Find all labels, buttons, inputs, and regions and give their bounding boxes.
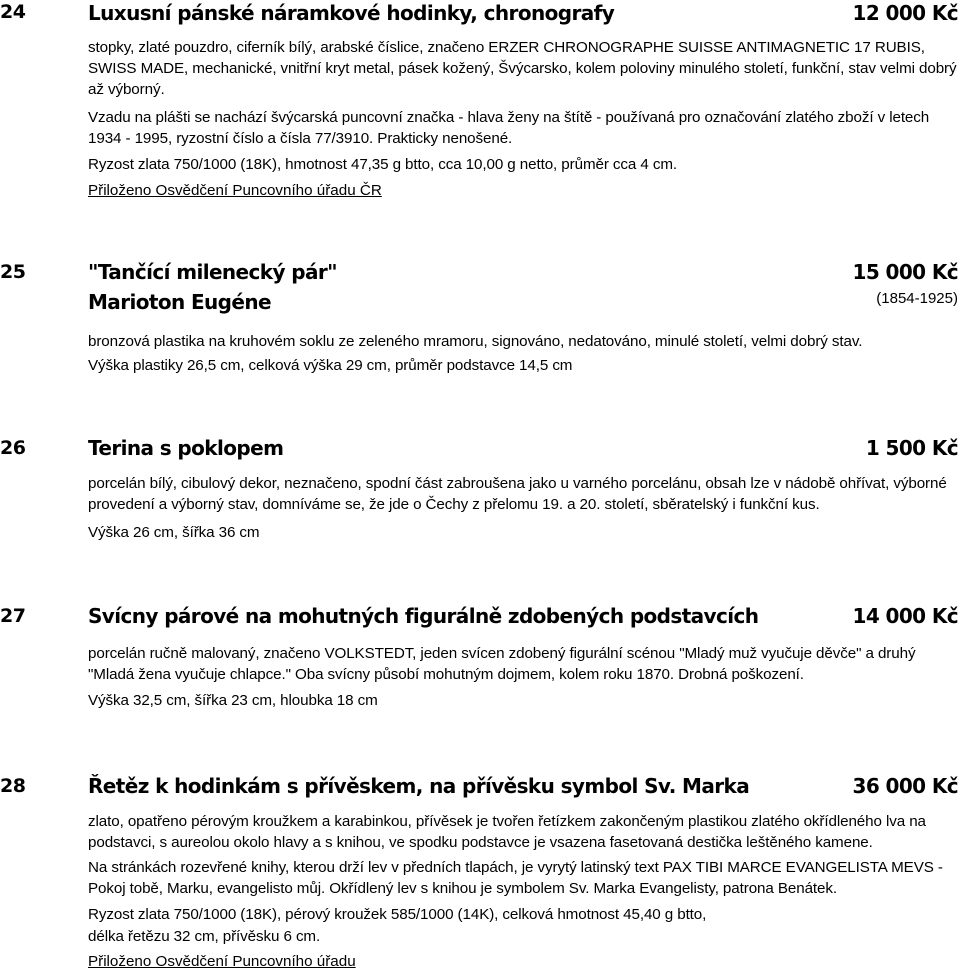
lot-number: 25 — [0, 261, 26, 283]
lot-price: 1 500 Kč — [865, 436, 958, 460]
lot-description: Výška plastiky 26,5 cm, celková výška 29 cm, průměr podstavce 14,5 cm — [88, 357, 573, 374]
lot-title: Terina s poklopem — [88, 436, 284, 460]
lot-title: Řetěz k hodinkám s přívěskem, na přívěsku symbol Sv. Marka — [88, 774, 750, 798]
lot-number: 26 — [0, 437, 26, 459]
lot-number: 24 — [0, 1, 26, 23]
lot-price: 14 000 Kč — [852, 604, 958, 628]
author-years: (1854-1925) — [876, 290, 958, 307]
certificate-note: Přiloženo Osvědčení Puncovního úřadu ČR — [88, 182, 382, 199]
lot-price: 15 000 Kč — [852, 260, 958, 284]
lot-author: Marioton Eugéne — [88, 290, 271, 314]
lot-description: Vzadu na plášti se nachází švýcarská puncovní značka - hlava ženy na štítě - používaná pro označování zlatého zboží v letech 1934 - 1995, ryzostní číslo a čísla 77/3910. Prakticky nenošené. — [88, 109, 930, 147]
lot-description: bronzová plastika na kruhovém soklu ze zeleného mramoru, signováno, nedatováno, minulé století, velmi dobrý stav. — [88, 333, 863, 350]
lot-description: zlato, opatřeno pérovým kroužkem a karabinkou, přívěsek je tvořen řetízkem zakončeným plastikou zlatého okřídleného lva na podstavci, s aureolou okolo hlavy a s knihou, ve spodku podstavce je vsazena fasetovaná destička leštěného kamene. — [88, 813, 926, 851]
lot-price: 12 000 Kč — [852, 1, 958, 25]
lot-description: stopky, zlaté pouzdro, ciferník bílý, arabské číslice, značeno ERZER CHRONOGRAPHE SUISSE ANTIMAGNETIC 17 RUBIS, SWISS MADE, mechanické, vnitřní kryt metal, pásek kožený, Švýcarsko, kolem poloviny minulého století, funkční, stav velmi dobrý až výborný. — [88, 39, 957, 98]
lot-description: délka řetězu 32 cm, přívěsku 6 cm. — [88, 928, 321, 945]
lot-description: porcelán bílý, cibulový dekor, neznačeno, spodní část zabroušena jako u varného porcelánu, obsah lze v nádobě ohřívat, výborné provedení a výborný stav, domníváme se, že jde o Čechy z přelomu 19. a 20. století, sběratelský i funkční kus. — [88, 475, 947, 513]
lot-title: "Tančící milenecký pár" — [88, 260, 337, 284]
lot-description: Ryzost zlata 750/1000 (18K), hmotnost 47,35 g btto, cca 10,00 g netto, průměr cca 4 cm. — [88, 156, 678, 173]
lot-number: 28 — [0, 775, 26, 797]
lot-description: porcelán ručně malovaný, značeno VOLKSTEDT, jeden svícen zdobený figurální scénou "Mladý muž vyučuje děvče" a druhý "Mladá žena vyučuje chlapce." Oba svícny působí mohutným dojmem, kolem roku 1870. Drobná poškození. — [88, 645, 916, 683]
lot-description: Výška 26 cm, šířka 36 cm — [88, 524, 260, 541]
lot-price: 36 000 Kč — [852, 774, 958, 798]
lot-description: Výška 32,5 cm, šířka 23 cm, hloubka 18 cm — [88, 692, 378, 709]
lot-number: 27 — [0, 605, 26, 627]
lot-title: Luxusní pánské náramkové hodinky, chronografy — [88, 1, 615, 25]
lot-title: Svícny párové na mohutných figurálně zdobených podstavcích — [88, 604, 759, 628]
certificate-note: Přiloženo Osvědčení Puncovního úřadu — [88, 953, 356, 970]
lot-description: Ryzost zlata 750/1000 (18K), pérový kroužek 585/1000 (14K), celková hmotnost 45,40 g btto, — [88, 906, 707, 923]
lot-description: Na stránkách rozevřené knihy, kterou drží lev v předních tlapách, je vyrytý latinský text PAX TIBI MARCE EVANGELISTA MEVS - Pokoj tobě, Marku, evangelisto můj. Okřídlený lev s knihou je symbolem Sv. Marka Evangelisty, patrona Benátek. — [88, 859, 943, 897]
